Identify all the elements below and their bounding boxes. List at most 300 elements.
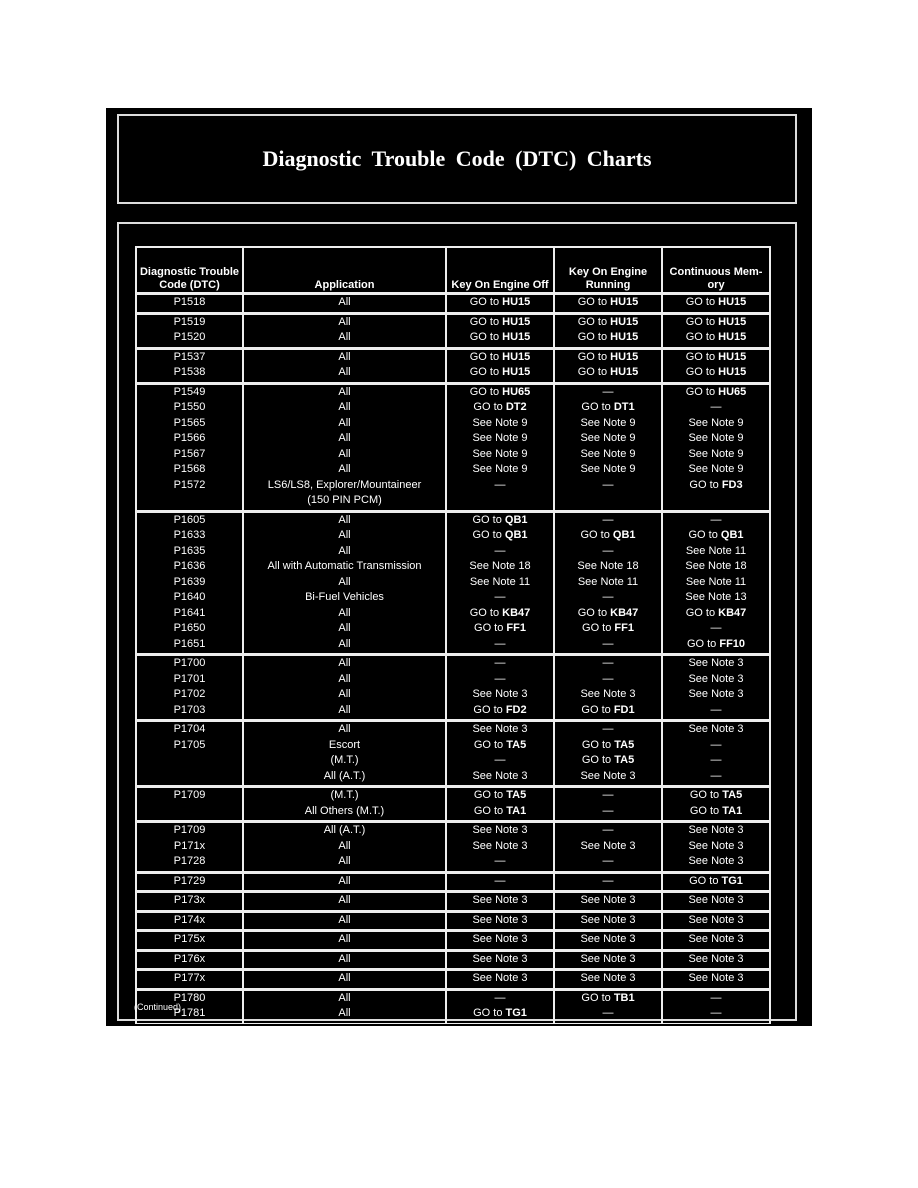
continuous-memory-cell: — xyxy=(662,703,770,721)
koeo-cell: See Note 3 xyxy=(446,950,554,970)
koeo-cell xyxy=(446,528,554,544)
dtc-cell: P1518 xyxy=(136,294,243,314)
koer-cell: See Note 9 xyxy=(554,416,662,432)
koeo-cell: — xyxy=(446,655,554,672)
go-to-label: GO to xyxy=(581,401,611,413)
go-to-label: GO to xyxy=(473,703,503,716)
go-to-label: GO to xyxy=(688,529,718,541)
dtc-cell: P1567 xyxy=(136,447,243,463)
continuous-memory-cell: See Note 3 xyxy=(662,672,770,688)
koer-cell xyxy=(554,703,662,721)
application-cell: All (A.T.) xyxy=(243,769,446,787)
dtc-cell xyxy=(136,753,243,769)
procedure-code: QB1 xyxy=(504,513,528,526)
go-to-label: GO to xyxy=(685,350,716,363)
document-page xyxy=(106,108,812,1026)
procedure-code: HU15 xyxy=(718,366,747,378)
procedure-code: KB47 xyxy=(718,606,747,619)
continuous-memory-cell xyxy=(662,348,770,365)
dtc-cell: P171x xyxy=(136,839,243,855)
table-row xyxy=(136,672,770,688)
koeo-cell xyxy=(446,511,554,528)
table-row xyxy=(136,330,770,348)
table-row xyxy=(136,839,770,855)
application-cell: All xyxy=(243,989,446,1006)
procedure-code: HU15 xyxy=(502,331,531,343)
go-to-label: GO to xyxy=(473,1007,503,1019)
table-row xyxy=(136,348,770,365)
table-row xyxy=(136,559,770,575)
application-cell: All xyxy=(243,447,446,463)
dtc-cell: P1549 xyxy=(136,383,243,400)
dtc-cell: P1641 xyxy=(136,606,243,622)
table-row xyxy=(136,787,770,804)
row-group xyxy=(136,950,770,970)
procedure-code: HU15 xyxy=(718,315,747,328)
koer-cell xyxy=(554,365,662,383)
koeo-cell xyxy=(446,787,554,804)
application-cell: All xyxy=(243,839,446,855)
table-row xyxy=(136,950,770,970)
koeo-cell: — xyxy=(446,478,554,494)
table-row xyxy=(136,431,770,447)
application-cell: All xyxy=(243,703,446,721)
continuous-memory-cell xyxy=(662,637,770,655)
koeo-cell xyxy=(446,493,554,511)
koer-cell: — xyxy=(554,672,662,688)
continuous-memory-cell: See Note 3 xyxy=(662,892,770,912)
koer-cell xyxy=(554,294,662,314)
go-to-label: GO to xyxy=(577,331,608,343)
table-box xyxy=(117,222,797,1021)
go-to-label: GO to xyxy=(689,804,720,817)
procedure-code: QB1 xyxy=(504,529,528,541)
continuous-memory-cell: — xyxy=(662,1006,770,1023)
go-to-label: GO to xyxy=(581,703,611,716)
table-row xyxy=(136,478,770,494)
continuous-memory-cell: See Note 3 xyxy=(662,655,770,672)
dtc-table xyxy=(135,246,771,1024)
koer-cell: See Note 3 xyxy=(554,769,662,787)
row-group xyxy=(136,931,770,951)
continuous-memory-cell: See Note 3 xyxy=(662,950,770,970)
go-to-label: GO to xyxy=(469,366,500,378)
koeo-cell: — xyxy=(446,753,554,769)
go-to-label: GO to xyxy=(685,331,716,343)
continuous-memory-cell xyxy=(662,383,770,400)
koeo-cell xyxy=(446,313,554,330)
go-to-label: GO to xyxy=(577,296,608,308)
application-cell: All xyxy=(243,687,446,703)
koeo-cell xyxy=(446,294,554,314)
row-group xyxy=(136,383,770,511)
dtc-cell: P1640 xyxy=(136,590,243,606)
koeo-cell xyxy=(446,606,554,622)
koeo-cell: See Note 9 xyxy=(446,462,554,478)
koer-cell: See Note 9 xyxy=(554,462,662,478)
go-to-label: GO to xyxy=(577,606,608,619)
row-group xyxy=(136,911,770,931)
application-cell: All xyxy=(243,431,446,447)
continuous-memory-cell: — xyxy=(662,989,770,1006)
dtc-cell: P174x xyxy=(136,911,243,931)
application-cell: LS6/LS8, Explorer/Mountaineer xyxy=(243,478,446,494)
koeo-cell: See Note 3 xyxy=(446,970,554,990)
dtc-cell xyxy=(136,804,243,822)
go-to-label: GO to xyxy=(577,366,608,378)
table-row xyxy=(136,313,770,330)
procedure-code: TA5 xyxy=(506,789,527,801)
table-row xyxy=(136,400,770,416)
dtc-cell: P1650 xyxy=(136,621,243,637)
go-to-label: GO to xyxy=(580,529,610,541)
table-row xyxy=(136,931,770,951)
go-to-label: GO to xyxy=(469,296,500,308)
koeo-cell xyxy=(446,400,554,416)
continuous-memory-cell xyxy=(662,804,770,822)
dtc-cell xyxy=(136,769,243,787)
koeo-cell: See Note 3 xyxy=(446,839,554,855)
dtc-cell: P1728 xyxy=(136,854,243,872)
koer-cell: See Note 3 xyxy=(554,839,662,855)
continuous-memory-cell: See Note 3 xyxy=(662,970,770,990)
continuous-memory-cell: See Note 9 xyxy=(662,447,770,463)
table-row xyxy=(136,511,770,528)
go-to-label: GO to xyxy=(581,738,612,751)
application-cell: All xyxy=(243,400,446,416)
row-group xyxy=(136,872,770,892)
continued-note: (Continued) xyxy=(134,1002,182,1012)
koeo-cell xyxy=(446,365,554,383)
go-to-label: GO to xyxy=(685,296,716,308)
procedure-code: HU15 xyxy=(610,315,639,328)
row-group xyxy=(136,989,770,1023)
row-group xyxy=(136,294,770,314)
dtc-cell: P1700 xyxy=(136,655,243,672)
table-row xyxy=(136,575,770,591)
dtc-cell: P1705 xyxy=(136,738,243,754)
procedure-code: HU15 xyxy=(718,296,747,308)
koer-cell: — xyxy=(554,655,662,672)
procedure-code: QB1 xyxy=(720,529,744,541)
go-to-label: GO to xyxy=(685,366,716,378)
continuous-memory-cell xyxy=(662,606,770,622)
koer-cell: See Note 3 xyxy=(554,950,662,970)
continuous-memory-cell xyxy=(662,787,770,804)
continuous-memory-cell: See Note 9 xyxy=(662,416,770,432)
koer-cell: See Note 3 xyxy=(554,970,662,990)
koer-cell: — xyxy=(554,804,662,822)
continuous-memory-cell: See Note 9 xyxy=(662,431,770,447)
koer-cell: See Note 9 xyxy=(554,447,662,463)
procedure-code: HU15 xyxy=(502,315,531,328)
procedure-code: HU15 xyxy=(502,366,531,378)
application-cell: All xyxy=(243,854,446,872)
table-row xyxy=(136,606,770,622)
application-cell: All xyxy=(243,348,446,365)
koeo-cell: See Note 3 xyxy=(446,892,554,912)
dtc-cell: P1636 xyxy=(136,559,243,575)
procedure-code: DT2 xyxy=(505,401,527,413)
koer-cell: — xyxy=(554,872,662,892)
row-group xyxy=(136,313,770,348)
koeo-cell: See Note 9 xyxy=(446,431,554,447)
koer-cell: — xyxy=(554,787,662,804)
continuous-memory-cell: — xyxy=(662,511,770,528)
dtc-cell: P1651 xyxy=(136,637,243,655)
go-to-label: GO to xyxy=(472,513,502,526)
koer-cell: See Note 3 xyxy=(554,687,662,703)
procedure-code: TG1 xyxy=(721,874,743,887)
application-cell: All xyxy=(243,655,446,672)
koeo-cell xyxy=(446,330,554,348)
koeo-cell xyxy=(446,383,554,400)
koeo-cell xyxy=(446,804,554,822)
procedure-code: TG1 xyxy=(505,1007,527,1019)
application-cell: All xyxy=(243,606,446,622)
koeo-cell: — xyxy=(446,590,554,606)
header-row xyxy=(136,247,770,294)
koer-cell: See Note 3 xyxy=(554,892,662,912)
procedure-code: HU15 xyxy=(610,366,639,378)
application-cell: Bi-Fuel Vehicles xyxy=(243,590,446,606)
procedure-code: TA1 xyxy=(722,804,743,817)
koeo-cell: — xyxy=(446,544,554,560)
row-group xyxy=(136,655,770,721)
table-row xyxy=(136,872,770,892)
dtc-cell: P175x xyxy=(136,931,243,951)
row-group xyxy=(136,970,770,990)
koer-cell: — xyxy=(554,637,662,655)
table-row xyxy=(136,989,770,1006)
table-row xyxy=(136,416,770,432)
application-cell: All xyxy=(243,313,446,330)
procedure-code: TA5 xyxy=(614,738,635,751)
dtc-cell: P1572 xyxy=(136,478,243,494)
koeo-cell: — xyxy=(446,872,554,892)
table-row xyxy=(136,970,770,990)
application-cell: All xyxy=(243,672,446,688)
row-group xyxy=(136,721,770,787)
continuous-memory-cell: — xyxy=(662,769,770,787)
go-to-label: GO to xyxy=(472,529,502,541)
continuous-memory-cell xyxy=(662,872,770,892)
table-row xyxy=(136,493,770,511)
row-group xyxy=(136,787,770,822)
koeo-cell: See Note 9 xyxy=(446,447,554,463)
continuous-memory-cell xyxy=(662,493,770,511)
application-cell: All xyxy=(243,528,446,544)
application-cell: (150 PIN PCM) xyxy=(243,493,446,511)
koer-cell xyxy=(554,528,662,544)
koer-cell xyxy=(554,753,662,769)
koer-cell xyxy=(554,493,662,511)
dtc-cell: P176x xyxy=(136,950,243,970)
koeo-cell: See Note 18 xyxy=(446,559,554,575)
dtc-cell: P173x xyxy=(136,892,243,912)
application-cell: Escort xyxy=(243,738,446,754)
application-cell: All xyxy=(243,462,446,478)
koeo-cell: See Note 3 xyxy=(446,721,554,738)
application-cell: All xyxy=(243,383,446,400)
dtc-cell: P1704 xyxy=(136,721,243,738)
application-cell: All xyxy=(243,970,446,990)
application-cell: (M.T.) xyxy=(243,753,446,769)
dtc-cell: P1633 xyxy=(136,528,243,544)
application-cell: All xyxy=(243,950,446,970)
koer-cell: — xyxy=(554,383,662,400)
koer-cell: — xyxy=(554,854,662,872)
page-title: Diagnostic Trouble Code (DTC) Charts xyxy=(262,146,652,171)
table-row xyxy=(136,804,770,822)
procedure-code: FD3 xyxy=(721,478,743,491)
go-to-label: GO to xyxy=(577,350,608,363)
continuous-memory-cell: See Note 3 xyxy=(662,854,770,872)
koer-cell: — xyxy=(554,721,662,738)
dtc-cell: P1781 xyxy=(136,1006,243,1023)
koer-cell xyxy=(554,738,662,754)
continuous-memory-cell: See Note 3 xyxy=(662,839,770,855)
koeo-cell: — xyxy=(446,989,554,1006)
dtc-cell: P1702 xyxy=(136,687,243,703)
koeo-cell xyxy=(446,1006,554,1023)
koer-cell xyxy=(554,606,662,622)
go-to-label: GO to xyxy=(685,385,716,398)
dtc-cell: P1568 xyxy=(136,462,243,478)
go-to-label: GO to xyxy=(577,315,608,328)
continuous-memory-cell: See Note 18 xyxy=(662,559,770,575)
table-row xyxy=(136,637,770,655)
continuous-memory-cell: See Note 3 xyxy=(662,721,770,738)
application-cell: All xyxy=(243,931,446,951)
application-cell: All xyxy=(243,892,446,912)
koer-cell: — xyxy=(554,478,662,494)
koer-cell xyxy=(554,989,662,1006)
koeo-cell: — xyxy=(446,854,554,872)
koer-cell: See Note 11 xyxy=(554,575,662,591)
dtc-cell: P1729 xyxy=(136,872,243,892)
application-cell: All with Automatic Transmission xyxy=(243,559,446,575)
koeo-cell xyxy=(446,703,554,721)
go-to-label: GO to xyxy=(469,350,500,363)
procedure-code: FF1 xyxy=(506,622,526,634)
dtc-cell: P1537 xyxy=(136,348,243,365)
application-cell: All (A.T.) xyxy=(243,822,446,839)
header-application: Application xyxy=(243,247,446,294)
dtc-cell: P1709 xyxy=(136,822,243,839)
dtc-cell: P177x xyxy=(136,970,243,990)
table-row xyxy=(136,528,770,544)
table-row xyxy=(136,462,770,478)
go-to-label: GO to xyxy=(473,789,504,801)
koeo-cell xyxy=(446,738,554,754)
koer-cell: See Note 18 xyxy=(554,559,662,575)
koeo-cell: — xyxy=(446,672,554,688)
go-to-label: GO to xyxy=(686,637,717,650)
koer-cell: — xyxy=(554,590,662,606)
go-to-label: GO to xyxy=(474,622,504,634)
application-cell: All xyxy=(243,330,446,348)
continuous-memory-cell: — xyxy=(662,738,770,754)
go-to-label: GO to xyxy=(469,385,500,398)
table-row xyxy=(136,655,770,672)
koer-cell: — xyxy=(554,822,662,839)
koeo-cell: See Note 3 xyxy=(446,769,554,787)
table-row xyxy=(136,294,770,314)
table-row xyxy=(136,687,770,703)
table-row xyxy=(136,892,770,912)
procedure-code: TA5 xyxy=(614,754,635,766)
dtc-cell: P1635 xyxy=(136,544,243,560)
table-row xyxy=(136,769,770,787)
continuous-memory-cell: See Note 11 xyxy=(662,575,770,591)
go-to-label: GO to xyxy=(473,401,503,413)
table-row xyxy=(136,1006,770,1023)
koer-cell: See Note 9 xyxy=(554,431,662,447)
application-cell: (M.T.) xyxy=(243,787,446,804)
dtc-cell: P1701 xyxy=(136,672,243,688)
go-to-label: GO to xyxy=(581,754,612,766)
procedure-code: FF10 xyxy=(719,637,746,650)
go-to-label: GO to xyxy=(469,606,500,619)
dtc-cell: P1520 xyxy=(136,330,243,348)
row-group xyxy=(136,511,770,655)
koer-cell: — xyxy=(554,544,662,560)
table-row xyxy=(136,383,770,400)
continuous-memory-cell: — xyxy=(662,753,770,769)
header-koer: Key On Engine Running xyxy=(554,247,662,294)
application-cell: All Others (M.T.) xyxy=(243,804,446,822)
koeo-cell: See Note 11 xyxy=(446,575,554,591)
koer-cell: — xyxy=(554,1006,662,1023)
row-group xyxy=(136,892,770,912)
dtc-cell: P1550 xyxy=(136,400,243,416)
table-row xyxy=(136,447,770,463)
koer-cell xyxy=(554,400,662,416)
application-cell: All xyxy=(243,911,446,931)
procedure-code: HU15 xyxy=(610,296,639,308)
go-to-label: GO to xyxy=(473,804,504,817)
koer-cell xyxy=(554,621,662,637)
table-row xyxy=(136,721,770,738)
koeo-cell: See Note 3 xyxy=(446,931,554,951)
procedure-code: HU15 xyxy=(718,331,747,343)
continuous-memory-cell xyxy=(662,478,770,494)
table-row xyxy=(136,544,770,560)
application-cell: All xyxy=(243,544,446,560)
procedure-code: QB1 xyxy=(612,529,636,541)
koeo-cell: See Note 3 xyxy=(446,822,554,839)
koeo-cell: See Note 3 xyxy=(446,687,554,703)
dtc-cell: P1565 xyxy=(136,416,243,432)
continuous-memory-cell: See Note 11 xyxy=(662,544,770,560)
application-cell: All xyxy=(243,872,446,892)
continuous-memory-cell: See Note 3 xyxy=(662,911,770,931)
go-to-label: GO to xyxy=(685,606,716,619)
go-to-label: GO to xyxy=(582,622,612,634)
procedure-code: HU15 xyxy=(502,296,531,308)
table-row xyxy=(136,621,770,637)
header-continuous-memory: Continuous Mem- ory xyxy=(662,247,770,294)
go-to-label: GO to xyxy=(473,738,504,751)
procedure-code: HU65 xyxy=(502,385,531,398)
table-row xyxy=(136,738,770,754)
dtc-cell: P1780 xyxy=(136,989,243,1006)
procedure-code: FD1 xyxy=(613,703,635,716)
go-to-label: GO to xyxy=(581,991,611,1004)
procedure-code: KB47 xyxy=(502,606,531,619)
row-group xyxy=(136,348,770,383)
